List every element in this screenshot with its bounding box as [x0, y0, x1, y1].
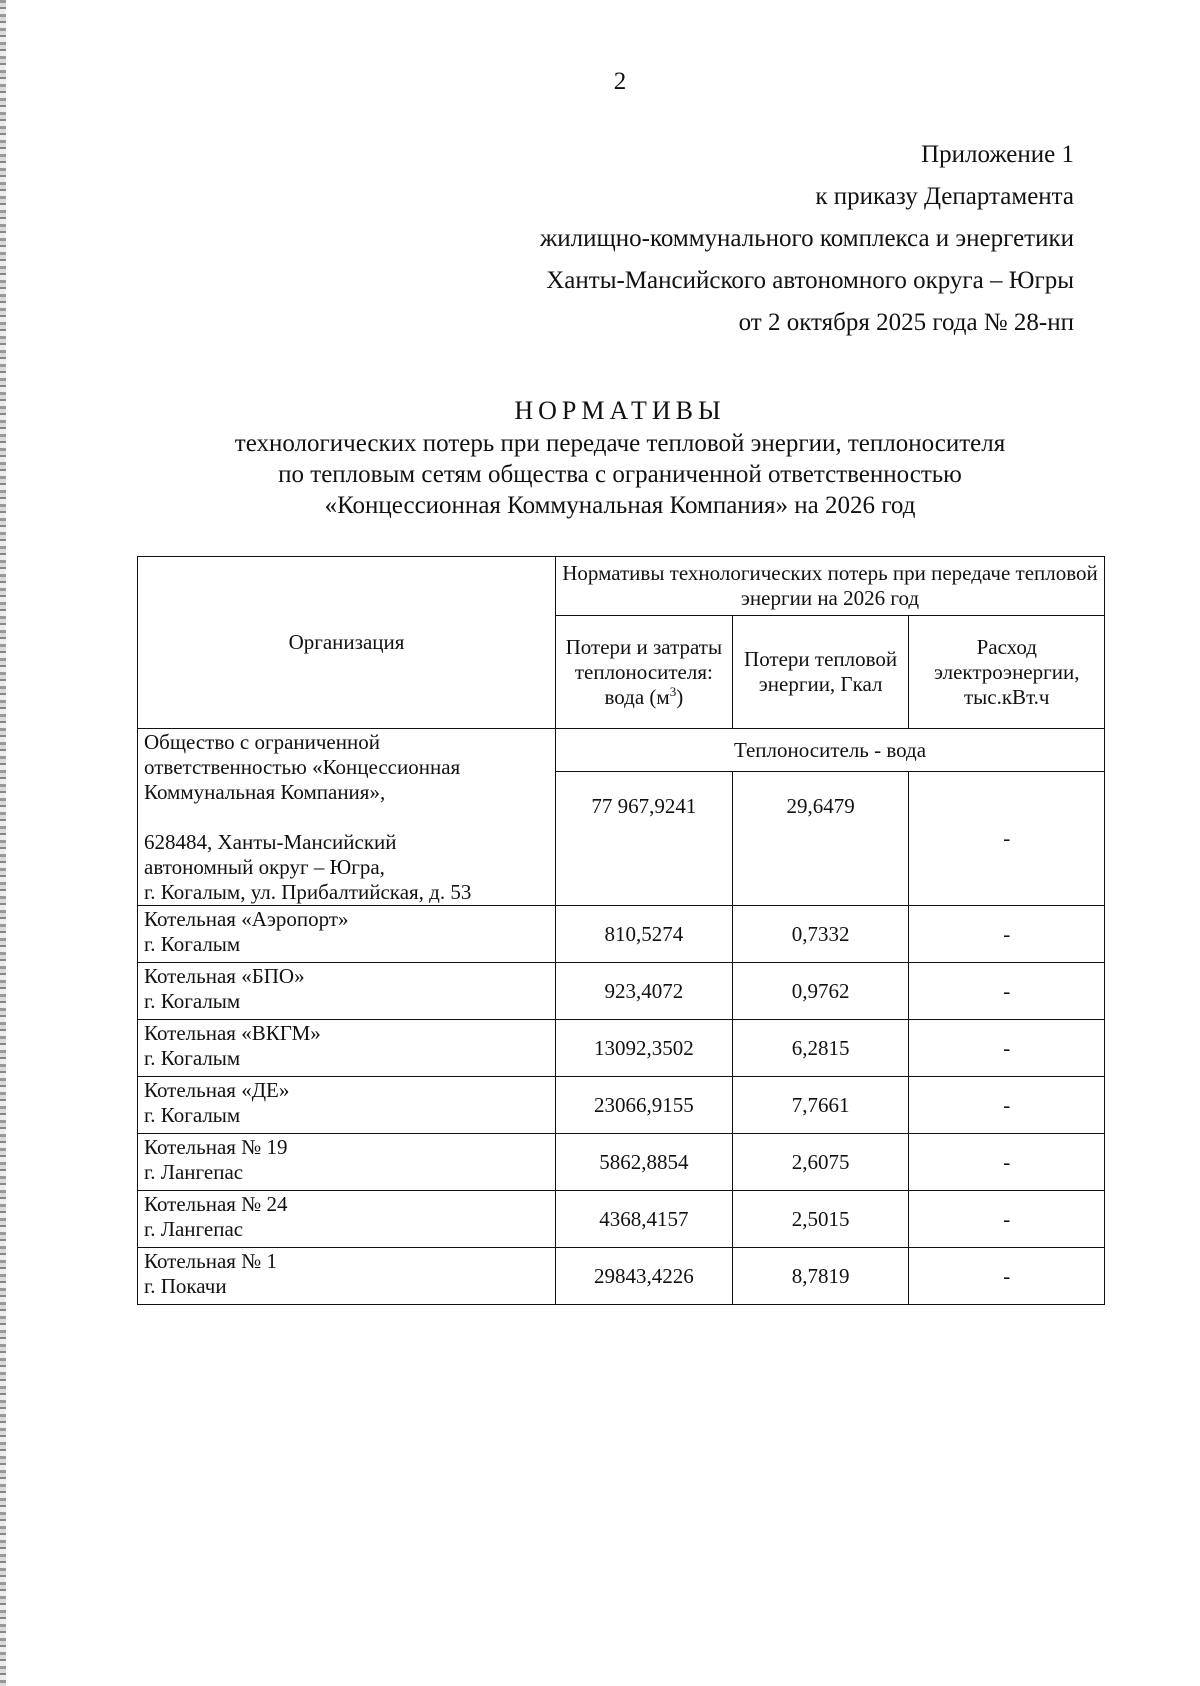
- boiler-heat: 2,5015: [732, 1191, 909, 1248]
- boiler-city: г. Когалым: [144, 1046, 241, 1070]
- org-line: г. Когалым, ул. Прибалтийская, д. 53: [144, 880, 472, 904]
- norms-table: [137, 556, 1105, 1305]
- boiler-name: Котельная № 19: [144, 1135, 288, 1159]
- org-line: автономный округ – Югра,: [144, 855, 385, 879]
- table-row: [138, 963, 1105, 1020]
- header-water-unit: 3: [669, 683, 677, 699]
- boiler-water: 29843,4226: [555, 1248, 732, 1305]
- boiler-city: г. Лангепас: [144, 1217, 244, 1241]
- boiler-city: г. Лангепас: [144, 1160, 244, 1184]
- boiler-electricity: -: [909, 963, 1105, 1020]
- table-row: [138, 1020, 1105, 1077]
- boiler-cell: [138, 1020, 556, 1077]
- main-org-water: 77 967,9241: [555, 772, 732, 906]
- boiler-cell: [138, 906, 556, 963]
- header-row: [138, 557, 1105, 616]
- boiler-cell: [138, 1248, 556, 1305]
- title-line: технологических потерь при передаче тепловой энергии, теплоносителя: [234, 430, 1006, 457]
- table-row: [138, 1134, 1105, 1191]
- boiler-city: г. Когалым: [144, 1103, 241, 1127]
- org-spacer: [144, 805, 549, 830]
- header-water-label-end: ): [676, 684, 684, 709]
- document-title: [0, 394, 1200, 521]
- boiler-water: 23066,9155: [555, 1077, 732, 1134]
- org-line: 628484, Ханты-Мансийский: [144, 830, 397, 854]
- boiler-water: 810,5274: [555, 906, 732, 963]
- title-line: «Концессионная Коммунальная Компания» на 2026 год: [324, 492, 916, 519]
- title-main: НОРМАТИВЫ: [514, 396, 726, 425]
- boiler-electricity: -: [909, 1134, 1105, 1191]
- header-group: Нормативы технологических потерь при передаче тепловой энергии на 2026 год: [555, 557, 1104, 616]
- appendix-line: к приказу Департамента: [815, 183, 1074, 210]
- boiler-water: 13092,3502: [555, 1020, 732, 1077]
- org-line: Общество с ограниченной: [144, 730, 380, 754]
- boiler-water: 923,4072: [555, 963, 732, 1020]
- boiler-electricity: -: [909, 1020, 1105, 1077]
- appendix-line: Ханты-Мансийского автономного округа – Югры: [546, 267, 1074, 294]
- header-electricity: Расход электроэнергии, тыс.кВт.ч: [909, 616, 1105, 729]
- boiler-cell: [138, 963, 556, 1020]
- main-org-heat: 29,6479: [732, 772, 909, 906]
- org-line: Коммунальная Компания»,: [144, 780, 386, 804]
- boiler-electricity: -: [909, 906, 1105, 963]
- boiler-city: г. Когалым: [144, 932, 241, 956]
- table-row: [138, 906, 1105, 963]
- appendix-line: от 2 октября 2025 года № 28-нп: [738, 309, 1074, 336]
- boiler-name: Котельная «ДЕ»: [144, 1078, 290, 1102]
- boiler-electricity: -: [909, 1248, 1105, 1305]
- subheader-coolant: Теплоноситель - вода: [555, 729, 1104, 772]
- appendix-line: жилищно-коммунального комплекса и энергетики: [540, 225, 1074, 252]
- header-water: [555, 616, 732, 729]
- table-row: [138, 1191, 1105, 1248]
- header-water-label: Потери и затраты теплоносителя: вода (м: [565, 634, 723, 709]
- boiler-heat: 7,7661: [732, 1077, 909, 1134]
- boiler-heat: 2,6075: [732, 1134, 909, 1191]
- header-heat: Потери тепловой энергии, Гкал: [732, 616, 909, 729]
- table-row: [138, 1248, 1105, 1305]
- boiler-name: Котельная «Аэропорт»: [144, 907, 349, 931]
- boiler-city: г. Когалым: [144, 989, 241, 1013]
- table-row: [138, 729, 1105, 772]
- boiler-water: 4368,4157: [555, 1191, 732, 1248]
- header-organization: Организация: [138, 557, 556, 729]
- boiler-name: Котельная № 24: [144, 1192, 288, 1216]
- page-number: 2: [613, 68, 627, 95]
- boiler-electricity: -: [909, 1191, 1105, 1248]
- boiler-heat: 6,2815: [732, 1020, 909, 1077]
- boiler-cell: [138, 1191, 556, 1248]
- table-row: [138, 1077, 1105, 1134]
- scan-edge-artifact: [0, 0, 6, 1686]
- org-line: ответственностью «Концессионная: [144, 755, 461, 779]
- boiler-name: Котельная № 1: [144, 1249, 277, 1273]
- boiler-heat: 0,9762: [732, 963, 909, 1020]
- boiler-city: г. Покачи: [144, 1274, 227, 1298]
- boiler-heat: 0,7332: [732, 906, 909, 963]
- appendix-header: [540, 134, 1074, 344]
- main-org-cell: [138, 729, 556, 906]
- boiler-electricity: -: [909, 1077, 1105, 1134]
- main-org-electricity: -: [909, 772, 1105, 906]
- boiler-name: Котельная «БПО»: [144, 964, 305, 988]
- appendix-line: Приложение 1: [921, 141, 1074, 168]
- boiler-cell: [138, 1134, 556, 1191]
- boiler-water: 5862,8854: [555, 1134, 732, 1191]
- title-line: по тепловым сетям общества с ограниченной ответственностью: [278, 461, 962, 488]
- boiler-name: Котельная «ВКГМ»: [144, 1021, 321, 1045]
- boiler-heat: 8,7819: [732, 1248, 909, 1305]
- boiler-cell: [138, 1077, 556, 1134]
